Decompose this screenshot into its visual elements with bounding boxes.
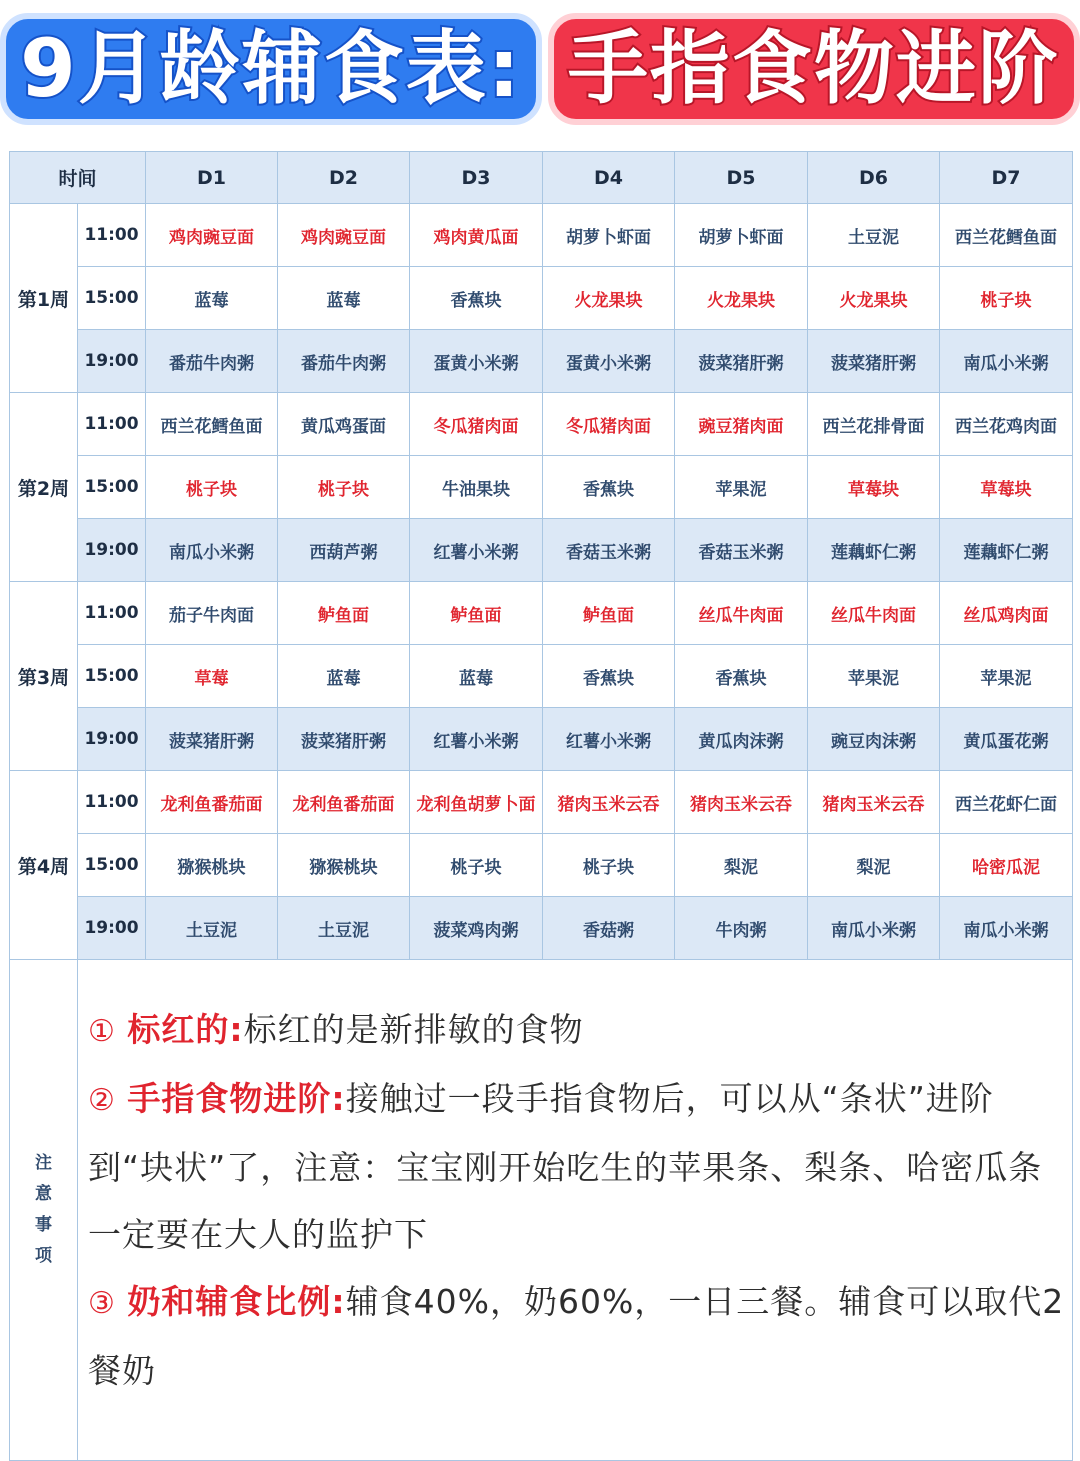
meal-time: 11:00 (78, 204, 146, 267)
page-title (0, 14, 1080, 124)
food-cell: 草莓 (146, 645, 278, 708)
title-part-red: 手指食物进阶 (548, 13, 1080, 125)
food-cell: 猕猴桃块 (278, 834, 410, 897)
title-part-blue: 9月龄辅食表: (0, 13, 542, 125)
meal-time: 15:00 (78, 267, 146, 330)
food-cell: 土豆泥 (278, 897, 410, 960)
food-cell: 蓝莓 (410, 645, 543, 708)
food-cell: 茄子牛肉面 (146, 582, 278, 645)
table-row (10, 456, 1073, 519)
food-cell: 菠菜猪肝粥 (675, 330, 808, 393)
table-row (10, 330, 1073, 393)
food-cell: 猪肉玉米云吞 (543, 771, 675, 834)
notes-content (78, 960, 1073, 1461)
table-row (10, 645, 1073, 708)
header-time: 时间 (10, 152, 146, 204)
table-row (10, 897, 1073, 960)
food-cell: 鲈鱼面 (543, 582, 675, 645)
food-cell: 桃子块 (410, 834, 543, 897)
food-cell: 猪肉玉米云吞 (675, 771, 808, 834)
food-cell: 鸡肉黄瓜面 (410, 204, 543, 267)
food-cell: 菠菜猪肝粥 (146, 708, 278, 771)
meal-time: 15:00 (78, 834, 146, 897)
notes-label: 注 意 事 项 (10, 960, 78, 1461)
food-cell: 蛋黄小米粥 (410, 330, 543, 393)
food-cell: 西兰花鳕鱼面 (146, 393, 278, 456)
food-cell: 香菇粥 (543, 897, 675, 960)
food-cell: 鲈鱼面 (410, 582, 543, 645)
table-row (10, 267, 1073, 330)
food-cell: 西兰花排骨面 (808, 393, 940, 456)
food-cell: 桃子块 (146, 456, 278, 519)
food-cell: 冬瓜猪肉面 (543, 393, 675, 456)
table-row (10, 204, 1073, 267)
food-cell: 草莓块 (940, 456, 1073, 519)
food-cell: 丝瓜牛肉面 (808, 582, 940, 645)
food-cell: 桃子块 (278, 456, 410, 519)
meal-time: 11:00 (78, 393, 146, 456)
food-cell: 豌豆猪肉面 (675, 393, 808, 456)
food-cell: 草莓块 (808, 456, 940, 519)
notes-row (10, 960, 1073, 1461)
meal-time: 15:00 (78, 645, 146, 708)
food-cell: 番茄牛肉粥 (278, 330, 410, 393)
food-cell: 西兰花鸡肉面 (940, 393, 1073, 456)
food-cell: 西兰花鳕鱼面 (940, 204, 1073, 267)
food-cell: 丝瓜鸡肉面 (940, 582, 1073, 645)
food-cell: 香菇玉米粥 (675, 519, 808, 582)
food-cell: 香蕉块 (410, 267, 543, 330)
food-cell: 冬瓜猪肉面 (410, 393, 543, 456)
food-cell: 鲈鱼面 (278, 582, 410, 645)
food-cell: 豌豆肉沫粥 (808, 708, 940, 771)
food-cell: 龙利鱼番茄面 (278, 771, 410, 834)
food-cell: 龙利鱼番茄面 (146, 771, 278, 834)
food-cell: 黄瓜蛋花粥 (940, 708, 1073, 771)
table-row (10, 393, 1073, 456)
header-day: D6 (808, 152, 940, 204)
food-cell: 土豆泥 (808, 204, 940, 267)
meal-time: 19:00 (78, 708, 146, 771)
header-day: D2 (278, 152, 410, 204)
meal-time: 19:00 (78, 897, 146, 960)
food-cell: 牛肉粥 (675, 897, 808, 960)
food-cell: 南瓜小米粥 (940, 330, 1073, 393)
food-cell: 香菇玉米粥 (543, 519, 675, 582)
food-cell: 香蕉块 (543, 456, 675, 519)
food-cell: 南瓜小米粥 (146, 519, 278, 582)
meal-time: 19:00 (78, 519, 146, 582)
meal-time: 19:00 (78, 330, 146, 393)
header-day: D7 (940, 152, 1073, 204)
food-cell: 红薯小米粥 (410, 519, 543, 582)
food-cell: 土豆泥 (146, 897, 278, 960)
header-row (10, 152, 1073, 204)
food-cell: 苹果泥 (940, 645, 1073, 708)
food-cell: 莲藕虾仁粥 (808, 519, 940, 582)
food-cell: 桃子块 (543, 834, 675, 897)
week-label: 第1周 (10, 204, 78, 393)
food-cell: 猕猴桃块 (146, 834, 278, 897)
food-cell: 苹果泥 (675, 456, 808, 519)
food-cell: 猪肉玉米云吞 (808, 771, 940, 834)
week-label: 第3周 (10, 582, 78, 771)
meal-time: 11:00 (78, 582, 146, 645)
food-cell: 火龙果块 (543, 267, 675, 330)
week-label: 第4周 (10, 771, 78, 960)
food-cell: 蓝莓 (146, 267, 278, 330)
food-cell: 桃子块 (940, 267, 1073, 330)
food-cell: 香蕉块 (543, 645, 675, 708)
food-cell: 南瓜小米粥 (940, 897, 1073, 960)
food-cell: 蓝莓 (278, 645, 410, 708)
food-cell: 丝瓜牛肉面 (675, 582, 808, 645)
table-row (10, 519, 1073, 582)
food-cell: 香蕉块 (675, 645, 808, 708)
meal-time: 15:00 (78, 456, 146, 519)
food-cell: 苹果泥 (808, 645, 940, 708)
food-cell: 西兰花虾仁面 (940, 771, 1073, 834)
food-cell: 火龙果块 (675, 267, 808, 330)
note-item: ① 标红的:标红的是新排敏的食物 (88, 1010, 584, 1049)
food-cell: 黄瓜肉沫粥 (675, 708, 808, 771)
food-cell: 鸡肉豌豆面 (278, 204, 410, 267)
meal-time: 11:00 (78, 771, 146, 834)
food-cell: 莲藕虾仁粥 (940, 519, 1073, 582)
food-cell: 蛋黄小米粥 (543, 330, 675, 393)
food-cell: 番茄牛肉粥 (146, 330, 278, 393)
food-cell: 菠菜鸡肉粥 (410, 897, 543, 960)
header-day: D5 (675, 152, 808, 204)
meal-plan-table (9, 151, 1073, 1461)
food-cell: 梨泥 (675, 834, 808, 897)
table-row (10, 771, 1073, 834)
food-cell: 火龙果块 (808, 267, 940, 330)
food-cell: 蓝莓 (278, 267, 410, 330)
food-cell: 红薯小米粥 (410, 708, 543, 771)
table-row (10, 834, 1073, 897)
food-cell: 牛油果块 (410, 456, 543, 519)
food-cell: 鸡肉豌豆面 (146, 204, 278, 267)
week-label: 第2周 (10, 393, 78, 582)
food-cell: 菠菜猪肝粥 (278, 708, 410, 771)
food-cell: 南瓜小米粥 (808, 897, 940, 960)
food-cell: 梨泥 (808, 834, 940, 897)
note-item: ② 手指食物进阶:接触过一段手指食物后，可以从“条状”进阶到“块状”了，注意：宝宝刚开始吃生的苹果条、梨条、哈密瓜条一定要在大人的监护下 (88, 1079, 1043, 1254)
header-day: D4 (543, 152, 675, 204)
food-cell: 龙利鱼胡萝卜面 (410, 771, 543, 834)
table-row (10, 708, 1073, 771)
food-cell: 胡萝卜虾面 (543, 204, 675, 267)
header-day: D3 (410, 152, 543, 204)
note-item: ③ 奶和辅食比例:辅食40%，奶60%，一日三餐。辅食可以取代2餐奶 (88, 1282, 1065, 1390)
header-day: D1 (146, 152, 278, 204)
food-cell: 哈密瓜泥 (940, 834, 1073, 897)
food-cell: 西葫芦粥 (278, 519, 410, 582)
food-cell: 黄瓜鸡蛋面 (278, 393, 410, 456)
food-cell: 菠菜猪肝粥 (808, 330, 940, 393)
food-cell: 红薯小米粥 (543, 708, 675, 771)
food-cell: 胡萝卜虾面 (675, 204, 808, 267)
table-row (10, 582, 1073, 645)
